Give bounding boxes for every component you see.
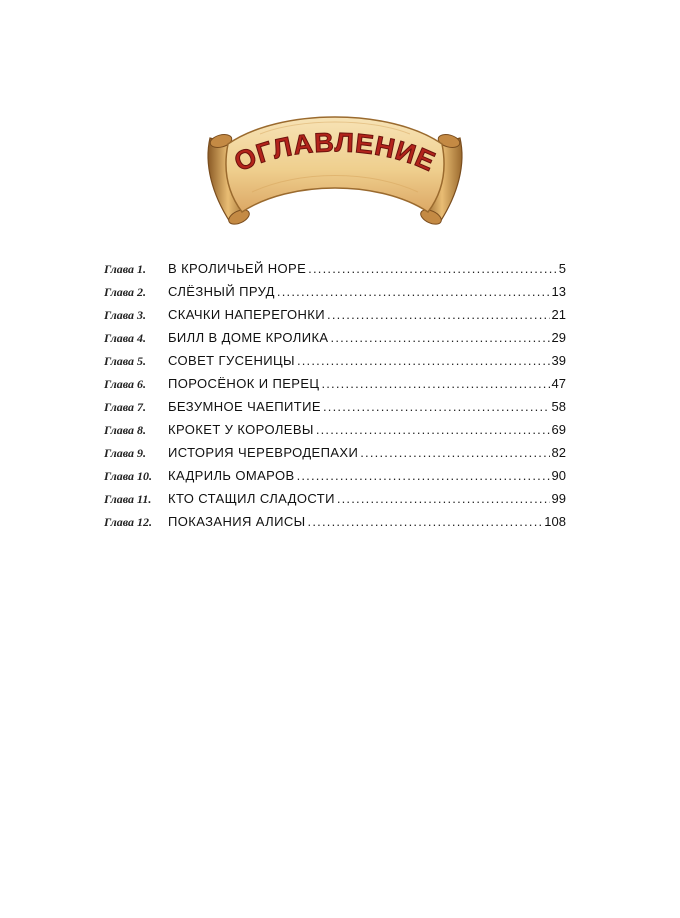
toc-page-number: 90 [551, 468, 566, 483]
toc-chapter-title: СОВЕТ ГУСЕНИЦЫ [168, 353, 295, 368]
toc-chapter-title: СЛЁЗНЫЙ ПРУД [168, 284, 275, 299]
toc-dot-leader [308, 510, 543, 533]
toc-chapter-title: БИЛЛ В ДОМЕ КРОЛИКА [168, 330, 329, 345]
toc-dot-leader [331, 326, 550, 349]
toc-entry[interactable] [104, 303, 566, 326]
toc-chapter-title: КАДРИЛЬ ОМАРОВ [168, 468, 295, 483]
toc-page-number: 69 [551, 422, 566, 437]
toc-chapter-number: Глава 5. [104, 354, 147, 368]
toc-chapter-title: КТО СТАЩИЛ СЛАДОСТИ [168, 491, 335, 506]
toc-page-number: 29 [551, 330, 566, 345]
page-title: ОГЛАВЛЕНИЕ [230, 127, 441, 178]
toc-entry[interactable] [104, 257, 566, 280]
toc-page-number: 39 [551, 353, 566, 368]
toc-chapter-title: ПОРОСЁНОК И ПЕРЕЦ [168, 376, 320, 391]
toc-chapter-number: Глава 6. [104, 377, 147, 391]
toc-page-number: 13 [551, 284, 566, 299]
toc-dot-leader [360, 441, 549, 464]
toc-entry[interactable] [104, 395, 566, 418]
toc-dot-leader [308, 257, 557, 280]
toc-page-number: 47 [551, 376, 566, 391]
toc-chapter-title: БЕЗУМНОЕ ЧАЕПИТИЕ [168, 399, 321, 414]
toc-entry[interactable] [104, 349, 566, 372]
toc-chapter-number: Глава 8. [104, 423, 147, 437]
toc-chapter-title: СКАЧКИ НАПЕРЕГОНКИ [168, 307, 326, 322]
toc-chapter-number: Глава 3. [104, 308, 147, 322]
toc-entry[interactable] [104, 326, 566, 349]
toc-page-number: 5 [558, 261, 566, 276]
toc-chapter-title: ИСТОРИЯ ЧЕРЕВРОДЕПАХИ [168, 445, 359, 460]
toc-chapter-number: Глава 11. [104, 492, 152, 506]
toc-chapter-title: КРОКЕТ У КОРОЛЕВЫ [168, 422, 314, 437]
toc-entry[interactable] [104, 464, 566, 487]
toc-page-number: 108 [544, 514, 566, 529]
toc-entry[interactable] [104, 510, 566, 533]
toc-chapter-number: Глава 2. [104, 285, 147, 299]
toc-chapter-number: Глава 7. [104, 400, 147, 414]
toc-chapter-title: ПОКАЗАНИЯ АЛИСЫ [168, 514, 306, 529]
toc-entry[interactable] [104, 372, 566, 395]
toc-chapter-number: Глава 9. [104, 446, 147, 460]
svg-text:ОГЛАВЛЕНИЕ [230, 127, 440, 177]
toc-entry[interactable] [104, 441, 566, 464]
toc-dot-leader [327, 303, 550, 326]
toc-dot-leader [316, 418, 550, 441]
toc-dot-leader [297, 464, 550, 487]
toc-entry[interactable] [104, 280, 566, 303]
toc-page-number: 58 [551, 399, 566, 414]
toc-page-number: 99 [551, 491, 566, 506]
banner-title-layer [190, 104, 480, 234]
toc-dot-leader [337, 487, 550, 510]
title-banner [190, 104, 480, 234]
toc-chapter-number: Глава 10. [104, 469, 153, 483]
toc-entry[interactable] [104, 487, 566, 510]
toc-dot-leader [297, 349, 550, 372]
toc-chapter-number: Глава 1. [104, 262, 147, 276]
toc-page-number: 21 [551, 307, 566, 322]
table-of-contents [104, 257, 566, 533]
toc-chapter-title: В КРОЛИЧЬЕЙ НОРЕ [168, 261, 307, 276]
toc-chapter-number: Глава 4. [104, 331, 147, 345]
toc-entry[interactable] [104, 418, 566, 441]
toc-page-number: 82 [551, 445, 566, 460]
toc-dot-leader [323, 395, 550, 418]
toc-dot-leader [321, 372, 549, 395]
toc-chapter-number: Глава 12. [104, 515, 153, 529]
toc-dot-leader [277, 280, 550, 303]
